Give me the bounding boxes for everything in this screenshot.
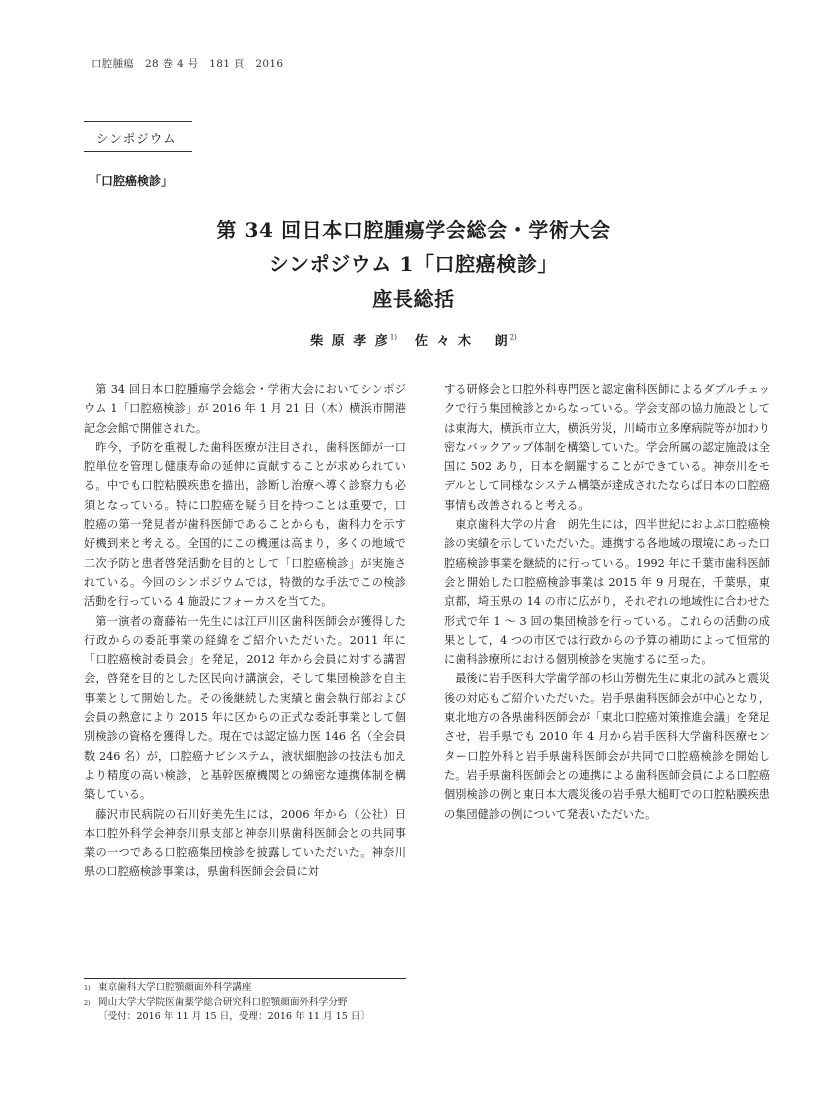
title-line-3: 座長総括 xyxy=(372,287,455,311)
author-1-name: 柴 原 孝 彦 xyxy=(310,334,390,349)
running-header: 口腔腫瘍 28 巻 4 号 181 頁 2016 xyxy=(91,58,284,70)
footnote-2-mark: 2) xyxy=(84,998,91,1007)
body-column-left xyxy=(84,380,406,882)
received-accepted-dates: 〔受付：2016 年 11 月 15 日，受理：2016 年 11 月 15 日〕 xyxy=(98,1011,371,1022)
section-rule-top xyxy=(84,121,192,122)
footnote-2 xyxy=(84,996,414,1011)
author-2-name: 佐 々 木 朗 xyxy=(415,334,510,349)
footnote-1-text: 東京歯科大学口腔顎顔面外科学講座 xyxy=(98,982,252,993)
authors-line xyxy=(0,330,827,349)
paragraph: 昨今，予防を重視した歯科医療が注目され，歯科医師が一口腔単位を管理し健康寿命の延伸に貢献することが求められている。中でも口腔粘膜疾患を描出，診断し治療へ導く診察力も必須となっている。特に口腔癌を疑う目を持つことは重要で，口腔癌の第一発見者が歯科医師であることからも，歯科力を示す好機到来と考える。全国的にこの機運は高まり，多くの地域で二次予防と患者啓発活動を目的として「口腔癌検診」が実施されている。今回のシンポジウムでは，特徴的な手法でこの検診活動を行っている 4 施設にフォーカスを当てた。 xyxy=(84,440,406,609)
paragraph-continued: する研修会と口腔外科専門医と認定歯科医師によるダブルチェックで行う集団検診とからなっている。学会支部の協力施設としては東海大，横浜市立大，横浜労災，川崎市立多摩病院等が加わり密なバックアップ体制を構築していた。学会所属の認定施設は全国に 502 あり，日本を網羅することができている。神奈川をモデルとして同様なシステム構築が達成されたならば日本の口腔癌事情も改善されると考える。 xyxy=(444,383,770,512)
footnotes xyxy=(84,981,414,1025)
symposium-subtitle: 「口腔癌検診」 xyxy=(89,174,174,188)
paragraph: 藤沢市民病院の石川好美先生には，2006 年から（公社）日本口腔外科学会神奈川県支部と神奈川県歯科医師会との共同事業の一つである口腔癌集団検診を披露していただいた。神奈川県の口腔癌検診事業は，県歯科医師会会員に対 xyxy=(84,807,406,879)
author-2-affiliation-mark: 2) xyxy=(509,333,517,342)
footnote-1-mark: 1) xyxy=(84,984,91,992)
paragraph: 第一演者の齋藤祐一先生には江戸川区歯科医師会が獲得した行政からの委託事業の経緯をご紹介いただいた。2011 年に「口腔癌検討委員会」を発足，2012 年から会員に対する講習会，啓発を目的とした区民向け講演会，そして集団検診を自主事業として開始した。その後継続した実績と歯会執行部および会員の熱意により 2015 年に区からの正式な委託事業として個別検診の資格を獲得した。現在では認定協力医 146 名（全会員数 246 名）が，口腔癌ナビシステム，液状細胞診の技法も加えより精度の高い検診，と基幹医療機関との綿密な連携体制を構築している。 xyxy=(84,614,406,802)
title-line-1: 第 34 回日本口腔腫瘍学会総会・学術大会 xyxy=(216,218,611,242)
paragraph: 最後に岩手医科大学歯学部の杉山芳樹先生に東北の試みと震災後の対応もご紹介いただいた。岩手県歯科医師会が中心となり，東北地方の各県歯科医師会が「東北口腔癌対策推進会議」を発足させ，岩手県でも 2010 年 4 月から岩手医科大学歯科医療センター口腔外科と岩手県歯科医師会が共同で口腔癌検診を開始した。岩手県歯科医師会との連携による歯科医師会員による口腔癌個別検診の例と東日本大震災後の岩手県大槌町での口腔粘膜疾患の集団健診の例について発表いただいた。 xyxy=(444,672,770,821)
footnote-rule xyxy=(84,978,406,979)
footnote-1 xyxy=(84,981,414,996)
title-line-2: シンポジウム 1「口腔癌検診」 xyxy=(268,252,559,276)
author-1-affiliation-mark: 1) xyxy=(389,333,397,342)
paragraph: 第 34 回日本口腔腫瘍学会総会・学術大会においてシンポジウム 1「口腔癌検診」が 2016 年 1 月 21 日（木）横浜市開港記念会館で開催された。 xyxy=(84,383,406,435)
paragraph: 東京歯科大学の片倉 朗先生には，四半世紀におよぶ口腔癌検診の実績を示していただいた。連携する各地域の環境にあった口腔癌検診事業を継続的に行っている。1992 年に千葉市歯科医師会と開始した口腔癌検診事業は 2015 年 9 月現在，千葉県，東京都，埼玉県の 14 の市に広がり，それぞれの地域性に合わせた形式で年 1 ～ 3 回の集団検診を行っている。これらの活動の成果として，4 つの市区では行政からの予算の補助によって恒常的に歯科診療所における個別検診を実施するに至った。 xyxy=(444,518,770,667)
section-label: シンポジウム xyxy=(96,131,177,146)
section-rule-bottom xyxy=(84,151,192,152)
body-column-right xyxy=(444,380,770,824)
footnote-2-text: 岡山大学大学院医歯薬学総合研究科口腔顎顔面外科学分野 xyxy=(98,996,348,1008)
